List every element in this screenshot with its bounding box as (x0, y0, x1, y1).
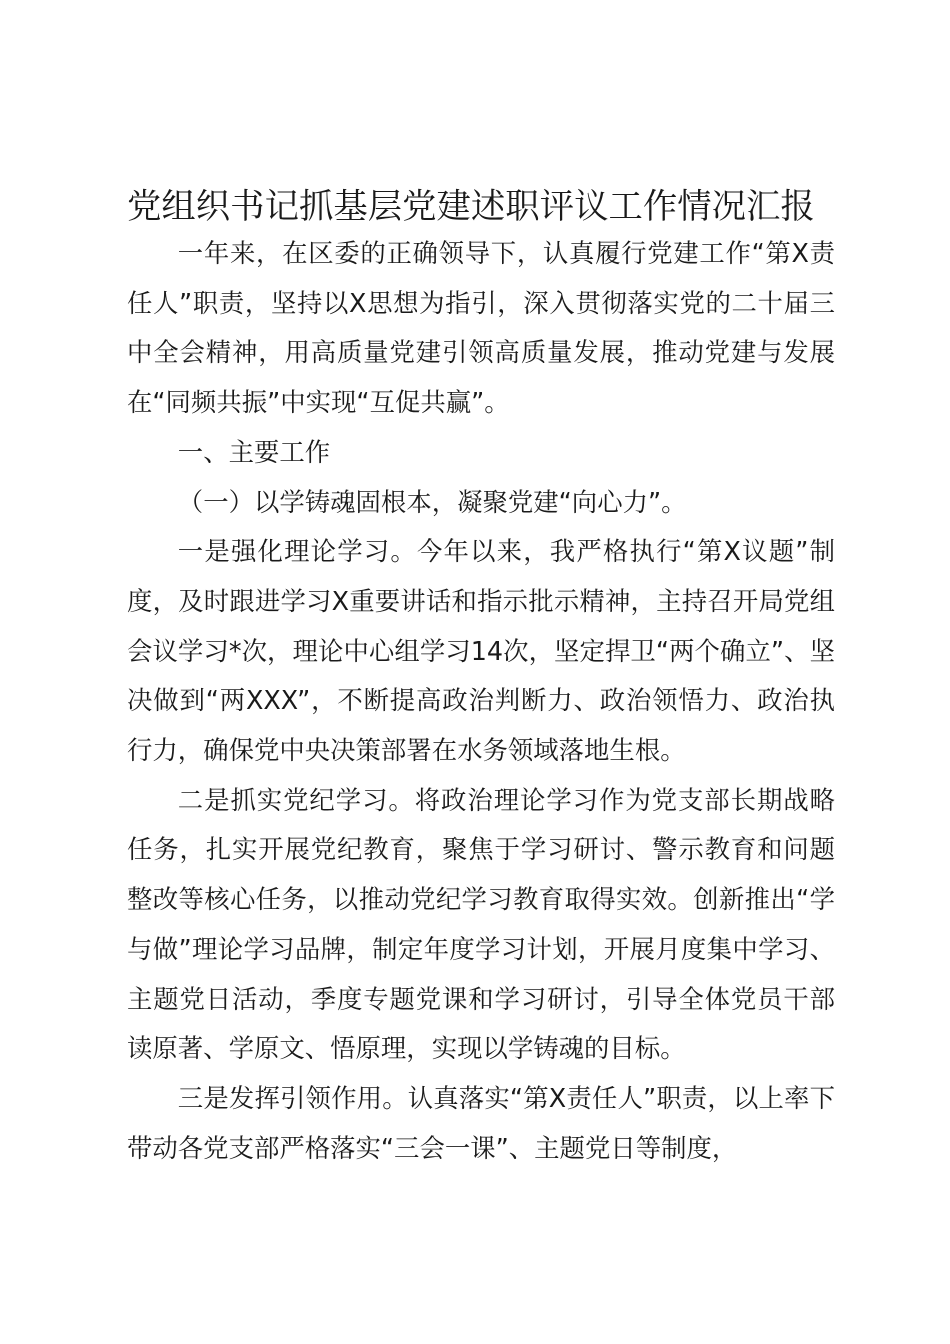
document-title: 党组织书记抓基层党建述职评议工作情况汇报 (127, 187, 815, 227)
body-paragraph-discipline-study: 二是抓实党纪学习。将政治理论学习作为党支部长期战略任务，扎实开展党纪教育，聚焦于学习研讨、警示教育和问题整改等核心任务，以推动党纪学习教育取得实效。创新推出“学与做”理论学习品牌，制定年度学习计划，开展月度集中学习、主题党日活动，季度专题党课和学习研讨，引导全体党员干部读原著、学原文、悟原理，实现以学铸魂的目标。 (127, 784, 835, 1064)
intro-paragraph: 一年来，在区委的正确领导下，认真履行党建工作“第X责任人”职责，坚持以X思想为指引，深入贯彻落实党的二十届三中全会精神，用高质量党建引领高质量发展，推动党建与发展在“同频共振”中实现“互促共赢”。 (127, 238, 835, 418)
subsection-heading-1: （一）以学铸魂固根本，凝聚党建“向心力”。 (177, 486, 687, 517)
document-body (127, 229, 835, 1173)
section-heading-main-work: 一、主要工作 (177, 436, 331, 467)
body-paragraph-leading-role: 三是发挥引领作用。认真落实“第X责任人”职责，以上率下带动各党支部严格落实“三会一课”、主题党日等制度， (127, 1082, 835, 1163)
body-paragraph-theory-study: 一是强化理论学习。今年以来，我严格执行“第X议题”制度，及时跟进学习X重要讲话和指示批示精神，主持召开局党组会议学习*次，理论中心组学习14次，坚定捍卫“两个确立”、坚决做到“两XXX”，不断提高政治判断力、政治领悟力、政治执行力，确保党中央决策部署在水务领域落地生根。 (127, 536, 835, 766)
